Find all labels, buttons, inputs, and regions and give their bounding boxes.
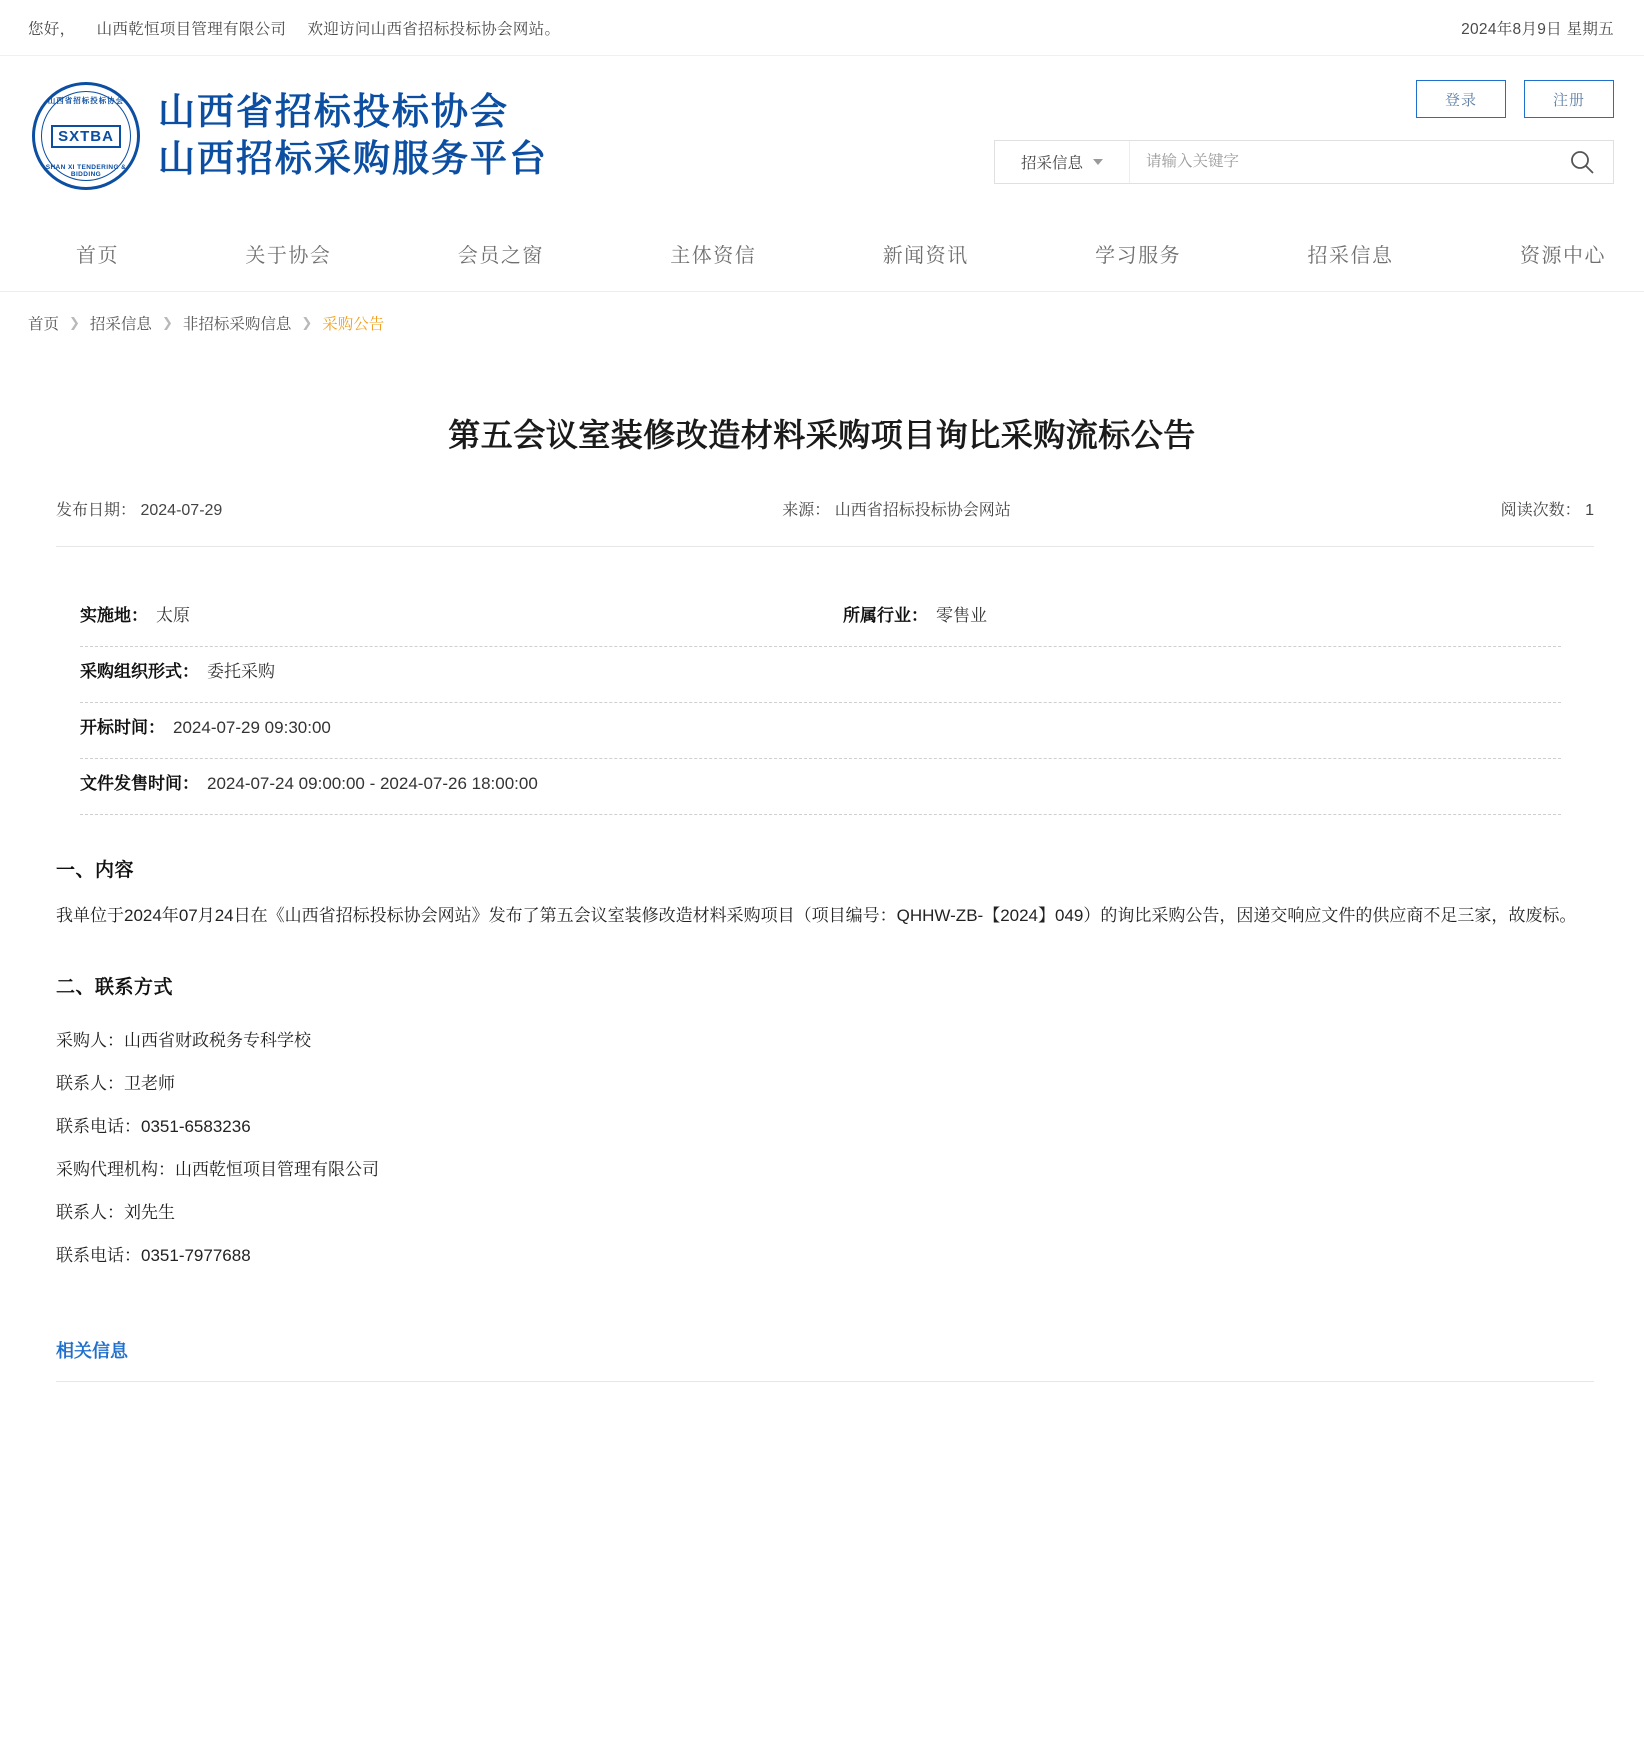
search-button[interactable] bbox=[1551, 141, 1613, 183]
info-row bbox=[80, 703, 1561, 759]
greeting-welcome: 欢迎访问山西省招标投标协会网站。 bbox=[307, 20, 561, 38]
seal-arc-bottom-text: SHAN XI TENDERING & BIDDING bbox=[45, 164, 127, 178]
publish-date-label: 发布日期： bbox=[56, 502, 137, 520]
info-value: 2024-07-24 09:00:00 - 2024-07-26 18:00:00 bbox=[207, 774, 538, 794]
search-bar bbox=[994, 140, 1614, 184]
login-button[interactable]: 登录 bbox=[1416, 80, 1506, 118]
nav-item-learning[interactable]: 学习服务 bbox=[1095, 245, 1182, 267]
breadcrumb bbox=[0, 292, 1644, 352]
brand-title bbox=[158, 92, 548, 179]
breadcrumb-chevron-icon: ❯ bbox=[161, 315, 173, 330]
info-value: 2024-07-29 09:30:00 bbox=[173, 718, 331, 738]
info-cell-empty bbox=[798, 657, 1561, 682]
views-label: 阅读次数： bbox=[1500, 502, 1581, 520]
search-icon bbox=[1568, 148, 1596, 176]
main-nav bbox=[0, 216, 1644, 292]
info-label: 文件发售时间： bbox=[80, 774, 199, 794]
info-value: 太原 bbox=[156, 606, 190, 626]
search-category-label: 招采信息 bbox=[1020, 155, 1083, 172]
breadcrumb-chevron-icon: ❯ bbox=[301, 315, 313, 330]
list-item: 采购代理机构：山西乾恒项目管理有限公司 bbox=[56, 1159, 379, 1179]
seal-center-text: SXTBA bbox=[51, 125, 121, 148]
project-info-table bbox=[80, 591, 1561, 815]
info-cell-empty bbox=[798, 713, 1561, 738]
search-category-select[interactable] bbox=[995, 141, 1130, 183]
association-seal-logo bbox=[32, 82, 140, 190]
info-row bbox=[80, 759, 1561, 815]
seal-arc-top-text: 山西省招标投标协会 bbox=[47, 96, 125, 105]
article-body bbox=[0, 414, 1644, 1382]
breadcrumb-item-current: 采购公告 bbox=[322, 316, 385, 333]
section-heading-content: 一、内容 bbox=[56, 860, 135, 882]
brand-block[interactable] bbox=[28, 82, 548, 190]
info-row bbox=[80, 591, 1561, 647]
header-right bbox=[994, 80, 1614, 184]
nav-item-credit[interactable]: 主体资信 bbox=[670, 245, 757, 267]
nav-item-resources[interactable]: 资源中心 bbox=[1519, 245, 1606, 267]
info-label: 开标时间： bbox=[80, 718, 165, 738]
section-content-text: 我单位于2024年07月24日在《山西省招标投标协会网站》发布了第五会议室装修改造材料采购项目（项目编号：QHHW-ZB-【2024】049）的询比采购公告，因递交响应文件的供应商不足三家，故废标。 bbox=[56, 906, 1577, 926]
info-cell-document-sale-time bbox=[80, 769, 798, 794]
info-cell-industry bbox=[798, 601, 1561, 626]
nav-item-bidding-info[interactable]: 招采信息 bbox=[1307, 245, 1394, 267]
info-value: 委托采购 bbox=[207, 662, 275, 682]
info-value: 零售业 bbox=[936, 606, 987, 626]
list-item: 联系人：卫老师 bbox=[56, 1073, 175, 1093]
info-row bbox=[80, 647, 1561, 703]
publish-date-value: 2024-07-29 bbox=[140, 502, 223, 520]
greeting-prefix: 您好， bbox=[28, 20, 76, 38]
nav-item-home[interactable]: 首页 bbox=[76, 245, 119, 267]
top-bar bbox=[0, 0, 1644, 56]
current-date: 2024年8月9日 星期五 bbox=[1461, 20, 1614, 38]
greeting-company: 山西乾恒项目管理有限公司 bbox=[96, 20, 287, 38]
source-label: 来源： bbox=[782, 502, 831, 520]
info-label: 采购组织形式： bbox=[80, 662, 199, 682]
chevron-down-icon bbox=[1093, 159, 1103, 165]
views-block bbox=[1501, 497, 1594, 520]
auth-buttons bbox=[1416, 80, 1614, 118]
section-heading-contact: 二、联系方式 bbox=[56, 976, 174, 998]
info-cell-organization-form bbox=[80, 657, 798, 682]
greeting-text bbox=[28, 17, 560, 39]
nav-item-about[interactable]: 关于协会 bbox=[245, 245, 332, 267]
brand-line-1: 山西省招标投标协会 bbox=[158, 90, 509, 134]
breadcrumb-item-home[interactable]: 首页 bbox=[28, 316, 60, 333]
contact-list bbox=[56, 1017, 1616, 1275]
views-value: 1 bbox=[1585, 502, 1594, 520]
source-value: 山西省招标投标协会网站 bbox=[834, 502, 1011, 520]
publish-date-block bbox=[56, 497, 222, 520]
info-label: 实施地： bbox=[80, 606, 148, 626]
brand-line-2: 山西招标采购服务平台 bbox=[158, 137, 548, 180]
related-info-heading: 相关信息 bbox=[56, 1340, 128, 1361]
nav-item-members[interactable]: 会员之窗 bbox=[457, 245, 544, 267]
info-cell-location bbox=[80, 601, 798, 626]
info-label: 所属行业： bbox=[843, 606, 928, 626]
list-item: 联系电话：0351-7977688 bbox=[56, 1245, 251, 1265]
list-item: 采购人：山西省财政税务专科学校 bbox=[56, 1030, 311, 1050]
list-item: 联系电话：0351-6583236 bbox=[56, 1116, 251, 1136]
bottom-divider bbox=[56, 1381, 1594, 1382]
source-block bbox=[782, 497, 1010, 520]
info-cell-bid-opening-time bbox=[80, 713, 798, 738]
search-input[interactable] bbox=[1130, 141, 1551, 183]
article-meta bbox=[56, 497, 1594, 547]
site-header bbox=[0, 56, 1644, 216]
list-item: 联系人：刘先生 bbox=[56, 1202, 175, 1222]
breadcrumb-item-bidding-info[interactable]: 招采信息 bbox=[89, 316, 152, 333]
breadcrumb-item-non-tender-info[interactable]: 非招标采购信息 bbox=[182, 316, 292, 333]
page-title: 第五会议室装修改造材料采购项目询比采购流标公告 bbox=[448, 417, 1196, 453]
info-cell-empty bbox=[798, 769, 1561, 794]
nav-item-news[interactable]: 新闻资讯 bbox=[882, 245, 969, 267]
register-button[interactable]: 注册 bbox=[1524, 80, 1614, 118]
breadcrumb-chevron-icon: ❯ bbox=[69, 315, 80, 330]
